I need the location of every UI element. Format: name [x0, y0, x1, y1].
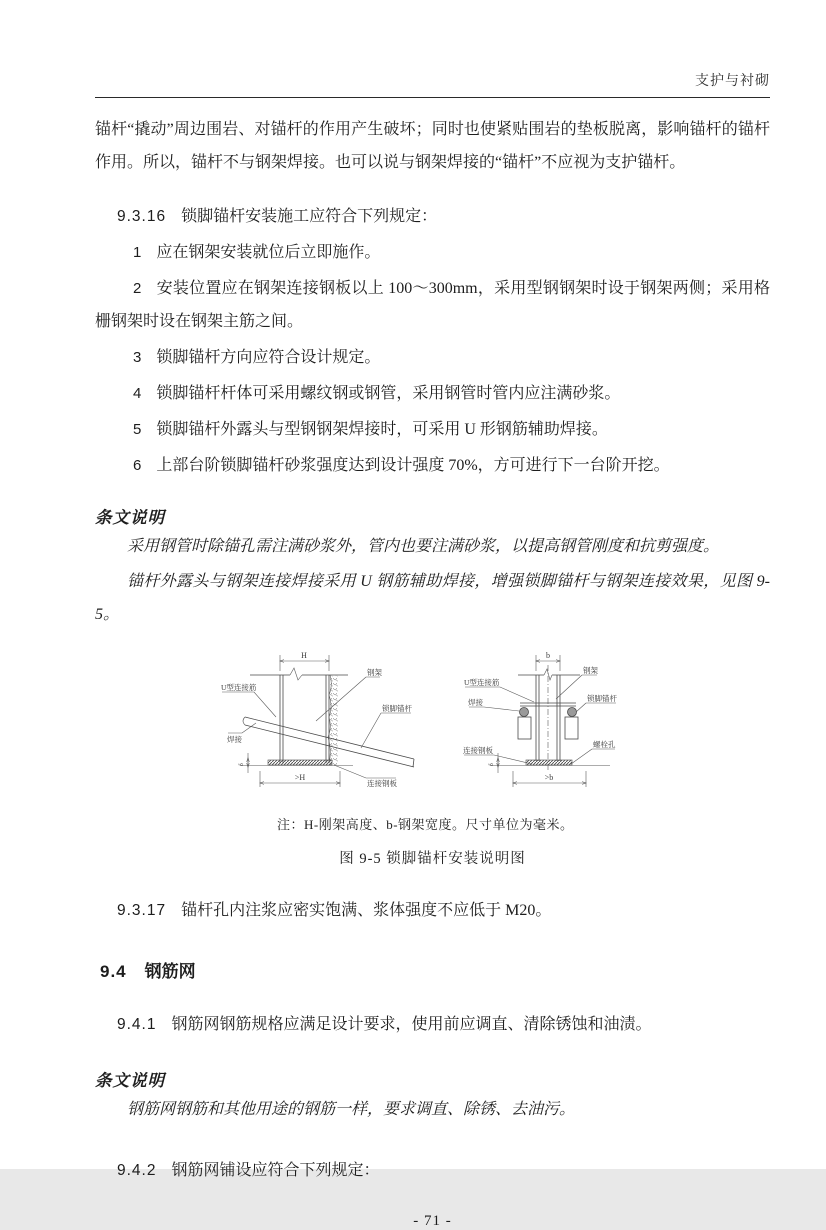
dim-H-label: H: [300, 651, 307, 660]
section-number: 9.4: [100, 962, 127, 981]
lock-foot-anchor-diagram: [218, 645, 648, 803]
anchor-label: 锁脚锚杆: [586, 694, 617, 703]
item-text: 锁脚锚杆外露头与型钢钢架焊接时，可采用 U 形钢筋辅助焊接。: [156, 421, 608, 438]
clause-number: 9.4.1: [117, 1016, 157, 1033]
weld-label: 焊接: [226, 735, 242, 744]
item-text: 锁脚锚杆杆体可采用螺纹钢或钢管，采用钢管时管内应注满砂浆。: [156, 385, 621, 402]
figure-note: 注：H-刚架高度、b-钢架宽度。尺寸单位为毫米。: [277, 817, 574, 832]
list-item: [95, 377, 770, 410]
clause-text: 钢筋网钢筋规格应满足设计要求，使用前应调直、清除锈蚀和油渍。: [171, 1016, 652, 1033]
dim-gtb-label: >b: [544, 773, 553, 782]
section-9-4-heading: [100, 957, 770, 982]
clause-9-3-16-items: [95, 236, 770, 482]
plate-label: 连接钢板: [366, 779, 397, 788]
intro-paragraph: 锚杆“撬动”周边围岩、对锚杆的作用产生破坏；同时也使紧贴围岩的垫板脱离，影响锚杆的锚杆作用。所以，锚杆不与钢架焊接。也可以说与钢架焊接的“锚杆”不应视为支护锚杆。: [95, 121, 770, 171]
dim-thickness-label: δ: [238, 763, 245, 766]
list-item: [95, 272, 770, 338]
plate-label: 连接钢板: [462, 746, 493, 755]
dim-b-label: b: [545, 651, 550, 660]
clause-9-3-16: [95, 200, 770, 233]
page-number: - 71 -: [413, 1213, 452, 1229]
item-text: 安装位置应在钢架连接钢板以上 100～300mm，采用型钢钢架时设于钢架两侧；采用格栅钢架时设在钢架主筋之间。: [95, 280, 770, 330]
running-header: 支护与衬砌: [95, 70, 770, 98]
clause-number: 9.3.16: [117, 208, 167, 225]
commentary-paragraph: 锚杆外露头与钢架连接焊接采用 U 钢筋辅助焊接，增强锁脚锚杆与钢架连接效果，见图 9-5。: [95, 573, 770, 623]
item-text: 上部台阶锁脚锚杆砂浆强度达到设计强度 70%，方可进行下一台阶开挖。: [156, 457, 670, 474]
commentary-paragraph: 钢筋网钢筋和其他用途的钢筋一样，要求调直、除锈、去油污。: [127, 1101, 576, 1118]
left-diagram: [221, 651, 414, 788]
item-number: 5: [133, 421, 142, 438]
clause-text: 锚杆孔内注浆应密实饱满、浆体强度不应低于 M20。: [181, 902, 552, 919]
clause-number: 9.4.2: [117, 1162, 157, 1179]
u-bar-label: U型连接筋: [463, 678, 499, 687]
item-number: 3: [133, 349, 142, 366]
list-item: [95, 449, 770, 482]
anchor-label: 锁脚锚杆: [381, 704, 412, 713]
clause-9-4-1: [95, 1008, 770, 1041]
clause-text: 钢筋网铺设应符合下列规定：: [171, 1162, 380, 1179]
figure-caption: 图 9-5 锁脚锚杆安装说明图: [339, 851, 526, 867]
commentary-heading: 条文说明: [95, 508, 165, 527]
dim-gtH-label: >H: [294, 773, 305, 782]
commentary-heading: 条文说明: [95, 1071, 165, 1090]
bolt-hole-label: 螺栓孔: [592, 740, 615, 749]
item-text: 应在钢架安装就位后立即施作。: [156, 244, 381, 261]
frame-label: 钢架: [366, 668, 382, 677]
item-number: 2: [133, 280, 142, 297]
list-item: [95, 236, 770, 269]
section-title: 钢筋网: [144, 962, 196, 981]
figure-9-5: [95, 645, 770, 868]
dim-thickness-label: δ: [488, 763, 495, 766]
clause-text: 锁脚锚杆安装施工应符合下列规定：: [181, 208, 438, 225]
u-bar-label: U型连接筋: [220, 683, 256, 692]
clause-9-3-17: [95, 894, 770, 927]
frame-label: 钢架: [582, 666, 598, 675]
item-number: 1: [133, 244, 142, 261]
right-diagram: [463, 651, 617, 787]
weld-label: 焊接: [467, 698, 483, 707]
list-item: [95, 413, 770, 446]
clause-number: 9.3.17: [117, 902, 167, 919]
clause-9-4-2: [95, 1154, 770, 1187]
item-text: 锁脚锚杆方向应符合设计规定。: [156, 349, 381, 366]
item-number: 6: [133, 457, 142, 474]
commentary-paragraph: 采用钢管时除锚孔需注满砂浆外，管内也要注满砂浆，以提高钢管刚度和抗剪强度。: [127, 538, 720, 555]
list-item: [95, 341, 770, 374]
item-number: 4: [133, 385, 142, 402]
